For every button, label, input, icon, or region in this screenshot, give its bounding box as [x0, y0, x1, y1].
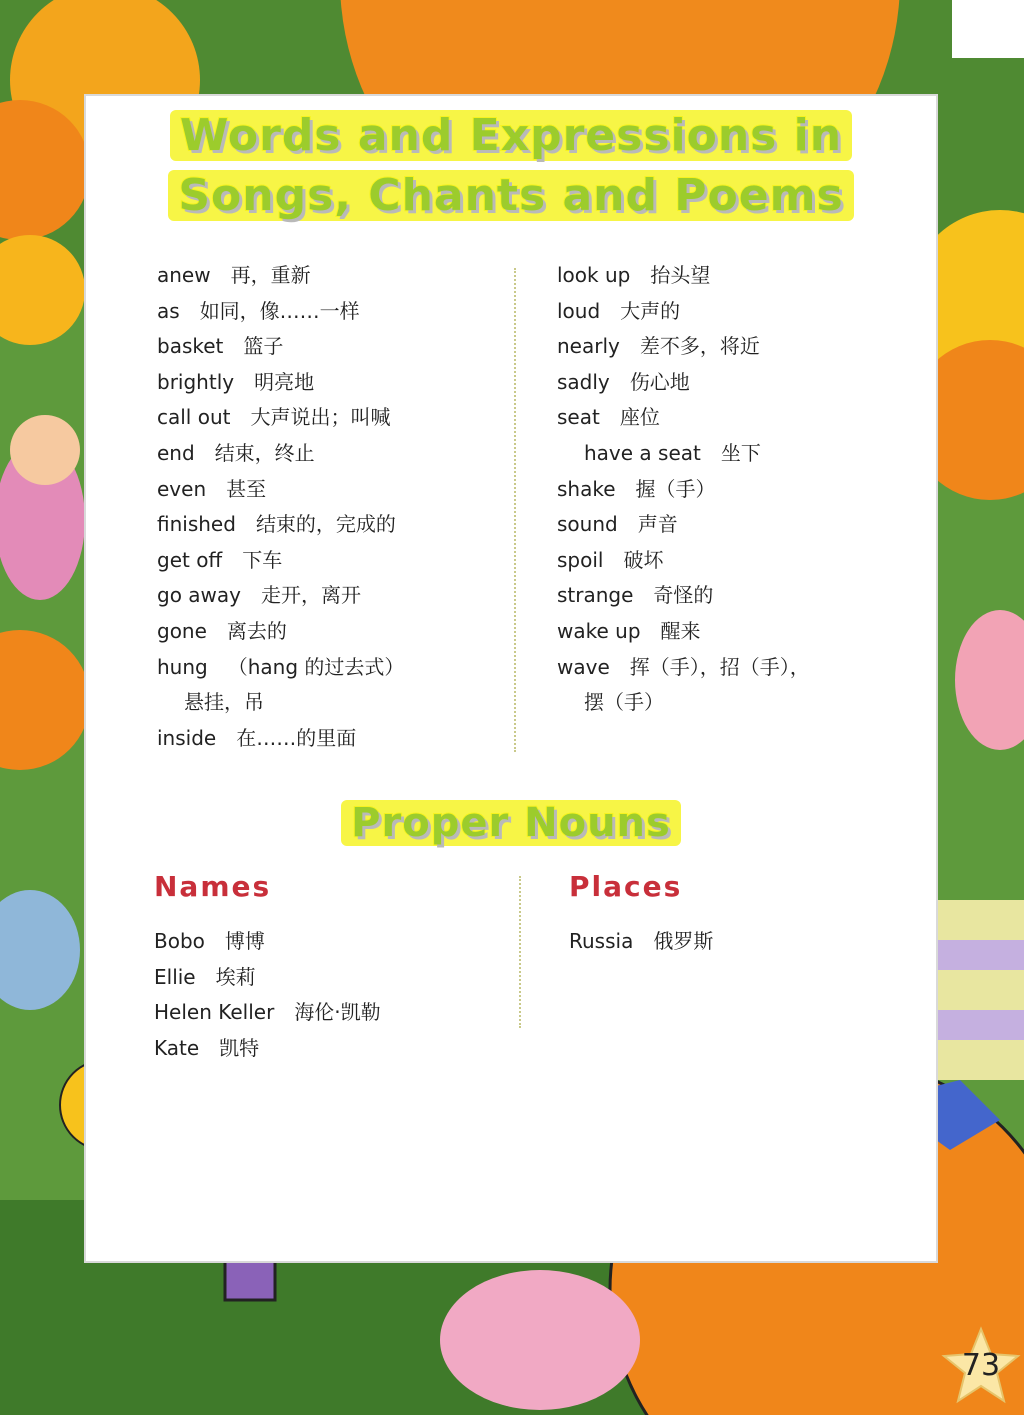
vocab-entry-continuation: 悬挂，吊	[184, 690, 264, 715]
names-heading: Names	[154, 870, 272, 903]
page-number: 73	[961, 1348, 1001, 1383]
name-entry: Ellie 埃莉	[154, 964, 256, 989]
title-line-2: Songs, Chants and Poems	[86, 170, 936, 221]
vocab-entry: brightly 明亮地	[157, 369, 315, 394]
name-entry: Helen Keller 海伦·凯勒	[154, 1000, 381, 1025]
vocab-entry: nearly 差不多，将近	[557, 334, 760, 359]
page-number-badge	[941, 1326, 1021, 1406]
column-divider	[519, 876, 521, 1028]
vocab-entry: hung （hang 的过去式）	[157, 654, 405, 679]
vocab-entry: shake 握（手）	[557, 476, 716, 501]
vocab-entry: call out 大声说出；叫喊	[157, 405, 391, 430]
vocab-entry: inside 在……的里面	[157, 725, 357, 750]
vocab-left-column	[157, 258, 404, 756]
name-entry: Kate 凯特	[154, 1035, 260, 1060]
vocab-entry: wake up 醒来	[557, 618, 701, 643]
vocab-entry: end 结束，终止	[157, 440, 315, 465]
vocab-entry: sadly 伤心地	[557, 369, 690, 394]
vocab-entry: go away 走开，离开	[157, 583, 361, 608]
title-line-1: Words and Expressions in	[86, 110, 936, 161]
vocab-entry-continuation: 摆（手）	[584, 690, 664, 715]
vocab-entry: look up 抬头望	[557, 263, 711, 287]
names-list	[154, 924, 381, 1066]
vocab-entry: basket 篮子	[157, 334, 284, 359]
column-divider	[514, 268, 516, 752]
vocab-entry: gone 离去的	[157, 618, 287, 643]
proper-nouns-title: Proper Nouns	[86, 800, 936, 846]
vocab-entry: even 甚至	[157, 476, 267, 501]
vocab-entry: wave 挥（手），招（手），	[557, 654, 810, 679]
places-heading: Places	[569, 870, 683, 903]
vocab-entry: as 如同，像……一样	[157, 298, 360, 323]
vocabulary-panel	[86, 96, 936, 1261]
places-list	[569, 924, 713, 960]
place-entry: Russia 俄罗斯	[569, 929, 714, 953]
vocab-entry-phrase: have a seat 坐下	[584, 440, 761, 465]
vocab-entry: spoil 破坏	[557, 547, 664, 572]
name-entry: Bobo 博博	[154, 929, 265, 953]
vocab-entry: get off 下车	[157, 547, 283, 572]
vocab-entry: sound 声音	[557, 512, 678, 537]
vocab-right-column	[557, 258, 810, 721]
vocab-entry: anew 再，重新	[157, 263, 311, 287]
vocab-entry: strange 奇怪的	[557, 583, 714, 608]
vocab-entry: loud 大声的	[557, 298, 681, 323]
vocab-entry: finished 结束的，完成的	[157, 512, 396, 537]
vocab-entry: seat 座位	[557, 405, 660, 430]
blank-corner	[952, 0, 1024, 58]
